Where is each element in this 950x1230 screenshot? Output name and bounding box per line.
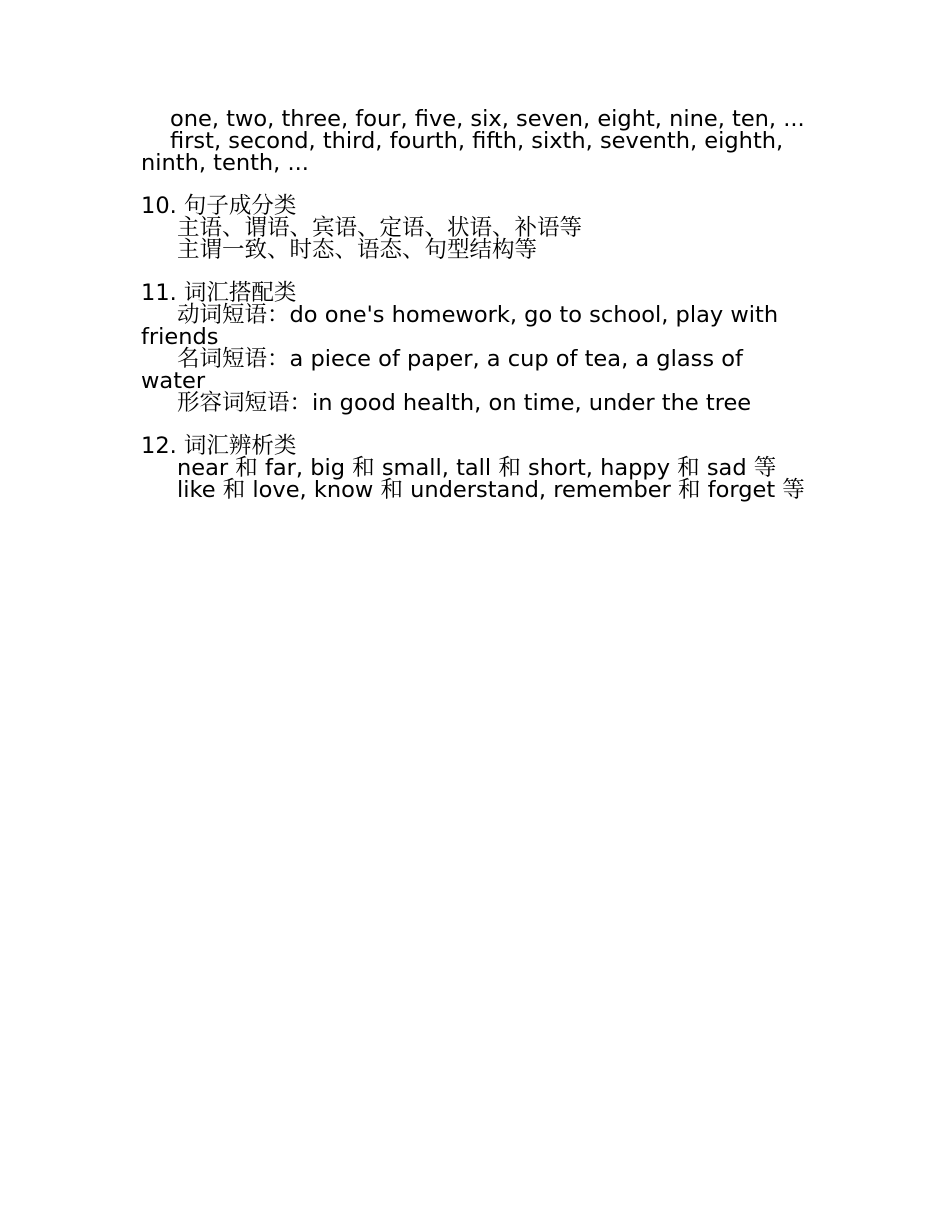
document-page xyxy=(141,108,811,501)
section-word-discrimination xyxy=(141,435,811,501)
section-gap xyxy=(141,261,811,282)
section-collocations xyxy=(141,282,811,414)
section-heading: 12. 词汇辨析类 xyxy=(141,433,297,459)
cardinal-numbers-line: one, two, three, four, five, six, seven, eight, nine, ten, ... xyxy=(170,106,805,132)
section-gap xyxy=(141,174,811,195)
section-item: near 和 far, big 和 small, tall 和 short, happy 和 sad 等 xyxy=(177,455,777,481)
section-heading: 11. 词汇搭配类 xyxy=(141,280,297,306)
section-gap xyxy=(141,414,811,435)
section-item: 主语、谓语、宾语、定语、状语、补语等 xyxy=(177,215,583,241)
section-sentence-components xyxy=(141,195,811,261)
section-item: 名词短语：a piece of paper, a cup of tea, a glass of water xyxy=(141,346,743,394)
section-item: 形容词短语：in good health, on time, under the tree xyxy=(177,390,752,416)
section-heading: 10. 句子成分类 xyxy=(141,193,297,219)
section-item: 动词短语：do one's homework, go to school, play with friends xyxy=(141,302,779,350)
ordinal-numbers-line: first, second, third, fourth, fifth, sixth, seventh, eighth, ninth, tenth, ... xyxy=(141,128,784,176)
section-item: like 和 love, know 和 understand, remember 和 forget 等 xyxy=(177,477,805,503)
section-item: 主谓一致、时态、语态、句型结构等 xyxy=(177,237,538,263)
